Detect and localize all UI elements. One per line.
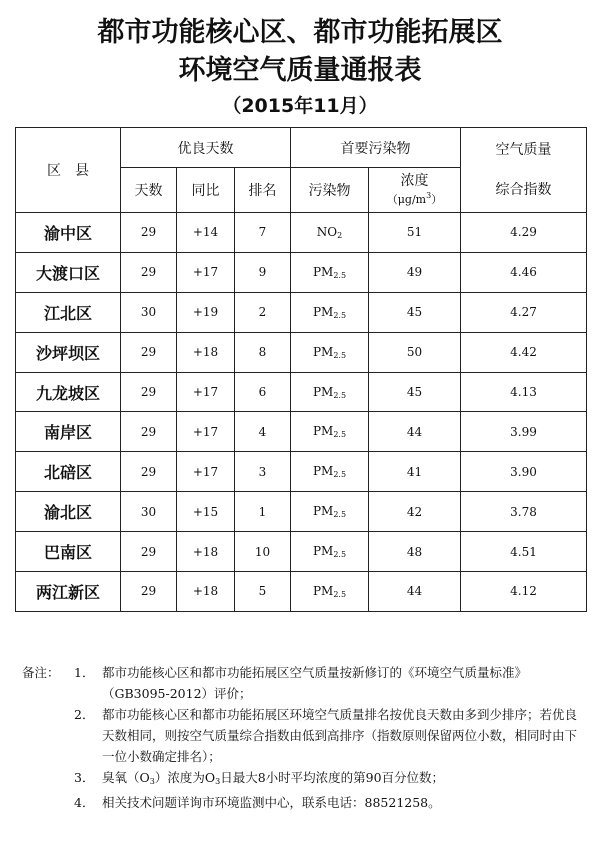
note-item — [22, 704, 582, 767]
cell-air-index: 3.99 — [461, 412, 587, 452]
header-concentration-unit: $(\mu g/m^3)$ — [386, 191, 443, 206]
cell-concentration: 45 — [369, 372, 461, 412]
cell-district: 两江新区 — [16, 572, 121, 612]
cell-district: 大渡口区 — [16, 252, 121, 292]
cell-air-index: 4.13 — [461, 372, 587, 412]
note-item — [22, 767, 582, 792]
table-row — [16, 572, 587, 612]
cell-rank: 6 — [235, 372, 291, 412]
cell-yoy: +18 — [177, 332, 235, 372]
cell-concentration: 41 — [369, 452, 461, 492]
note-number: 4． — [74, 795, 95, 810]
cell-air-index: 4.29 — [461, 213, 587, 253]
cell-yoy: +17 — [177, 252, 235, 292]
header-pollutant: 污染物 — [291, 168, 369, 213]
header-rank: 排名 — [235, 168, 291, 213]
table-row — [16, 492, 587, 532]
header-air-quality-index — [461, 128, 587, 213]
cell-days: 29 — [121, 252, 177, 292]
note-text: 相关技术问题详询市环境监测中心，联系电话：88521258。 — [102, 795, 441, 810]
cell-rank: 7 — [235, 213, 291, 253]
cell-district: 渝北区 — [16, 492, 121, 532]
note-number: 3． — [74, 770, 95, 785]
cell-days: 30 — [121, 292, 177, 332]
table-row — [16, 252, 587, 292]
cell-pollutant: $PM_{2.5}$ — [291, 452, 369, 492]
cell-pollutant: $PM_{2.5}$ — [291, 532, 369, 572]
note-number: 1． — [74, 665, 95, 680]
cell-district: 南岸区 — [16, 412, 121, 452]
cell-district: 沙坪坝区 — [16, 332, 121, 372]
cell-air-index: 4.46 — [461, 252, 587, 292]
notes-prefix: 备注： — [22, 665, 60, 680]
cell-yoy: +15 — [177, 492, 235, 532]
table-row — [16, 412, 587, 452]
cell-rank: 2 — [235, 292, 291, 332]
table-row — [16, 332, 587, 372]
cell-days: 30 — [121, 492, 177, 532]
note-number: 2． — [74, 707, 95, 722]
cell-pollutant: $PM_{2.5}$ — [291, 332, 369, 372]
report-period: （2015年11月） — [222, 95, 378, 117]
cell-district: 渝中区 — [16, 213, 121, 253]
cell-concentration: 49 — [369, 252, 461, 292]
cell-concentration: 50 — [369, 332, 461, 372]
cell-district: 江北区 — [16, 292, 121, 332]
cell-air-index: 4.42 — [461, 332, 587, 372]
cell-pollutant: $PM_{2.5}$ — [291, 572, 369, 612]
report-title-line1: 都市功能核心区、都市功能拓展区 — [97, 17, 503, 48]
cell-yoy: +17 — [177, 412, 235, 452]
cell-air-index: 4.27 — [461, 292, 587, 332]
cell-district: 巴南区 — [16, 532, 121, 572]
cell-rank: 3 — [235, 452, 291, 492]
cell-yoy: +18 — [177, 532, 235, 572]
header-days: 天数 — [121, 168, 177, 213]
cell-air-index: 3.78 — [461, 492, 587, 532]
cell-pollutant: $PM_{2.5}$ — [291, 372, 369, 412]
cell-days: 29 — [121, 332, 177, 372]
header-air-index-line1: 空气质量 — [495, 142, 552, 158]
cell-concentration: 44 — [369, 572, 461, 612]
cell-days: 29 — [121, 452, 177, 492]
cell-pollutant: $PM_{2.5}$ — [291, 492, 369, 532]
table-row — [16, 292, 587, 332]
cell-rank: 1 — [235, 492, 291, 532]
cell-days: 29 — [121, 572, 177, 612]
header-yoy: 同比 — [177, 168, 235, 213]
notes-section — [22, 662, 582, 813]
header-district: 区 县 — [16, 128, 121, 213]
cell-concentration: 48 — [369, 532, 461, 572]
cell-yoy: +19 — [177, 292, 235, 332]
cell-yoy: +17 — [177, 372, 235, 412]
cell-rank: 10 — [235, 532, 291, 572]
note-text: 都市功能核心区和都市功能拓展区空气质量按新修订的《环境空气质量标准》（GB3095-2012）评价； — [102, 665, 528, 701]
report-title-line2: 环境空气质量通报表 — [178, 55, 422, 86]
header-primary-pollutant-group: 首要污染物 — [291, 128, 461, 168]
cell-days: 29 — [121, 532, 177, 572]
cell-district: 北碚区 — [16, 452, 121, 492]
cell-yoy: +18 — [177, 572, 235, 612]
table-row — [16, 372, 587, 412]
header-concentration — [369, 168, 461, 213]
cell-yoy: +17 — [177, 452, 235, 492]
cell-yoy: +14 — [177, 213, 235, 253]
table-row — [16, 532, 587, 572]
note-item — [22, 792, 582, 813]
cell-days: 29 — [121, 213, 177, 253]
cell-pollutant: $PM_{2.5}$ — [291, 252, 369, 292]
cell-pollutant: $PM_{2.5}$ — [291, 412, 369, 452]
cell-days: 29 — [121, 372, 177, 412]
table-row — [16, 452, 587, 492]
note-text: 臭氧$(O_3)$浓度为$O_3$日最大8小时平均浓度的第90百分位数； — [102, 770, 445, 786]
cell-rank: 9 — [235, 252, 291, 292]
cell-district: 九龙坡区 — [16, 372, 121, 412]
cell-days: 29 — [121, 412, 177, 452]
cell-concentration: 42 — [369, 492, 461, 532]
header-concentration-label: 浓度 — [400, 173, 429, 189]
cell-concentration: 44 — [369, 412, 461, 452]
cell-rank: 8 — [235, 332, 291, 372]
cell-pollutant: $NO_2$ — [291, 213, 369, 253]
note-text: 都市功能核心区和都市功能拓展区环境空气质量排名按优良天数由多到少排序；若优良天数相同，则按空气质量综合指数由低到高排序（指数原则保留两位小数，相同时由下一位小数确定排名）； — [102, 707, 578, 764]
header-good-days-group: 优良天数 — [121, 128, 291, 168]
note-item — [22, 662, 582, 704]
cell-air-index: 4.51 — [461, 532, 587, 572]
cell-rank: 5 — [235, 572, 291, 612]
cell-pollutant: $PM_{2.5}$ — [291, 292, 369, 332]
table-row — [16, 213, 587, 253]
cell-air-index: 4.12 — [461, 572, 587, 612]
header-air-index-line2: 综合指数 — [495, 182, 552, 198]
air-quality-table — [15, 127, 587, 612]
cell-concentration: 51 — [369, 213, 461, 253]
cell-air-index: 3.90 — [461, 452, 587, 492]
cell-concentration: 45 — [369, 292, 461, 332]
cell-rank: 4 — [235, 412, 291, 452]
